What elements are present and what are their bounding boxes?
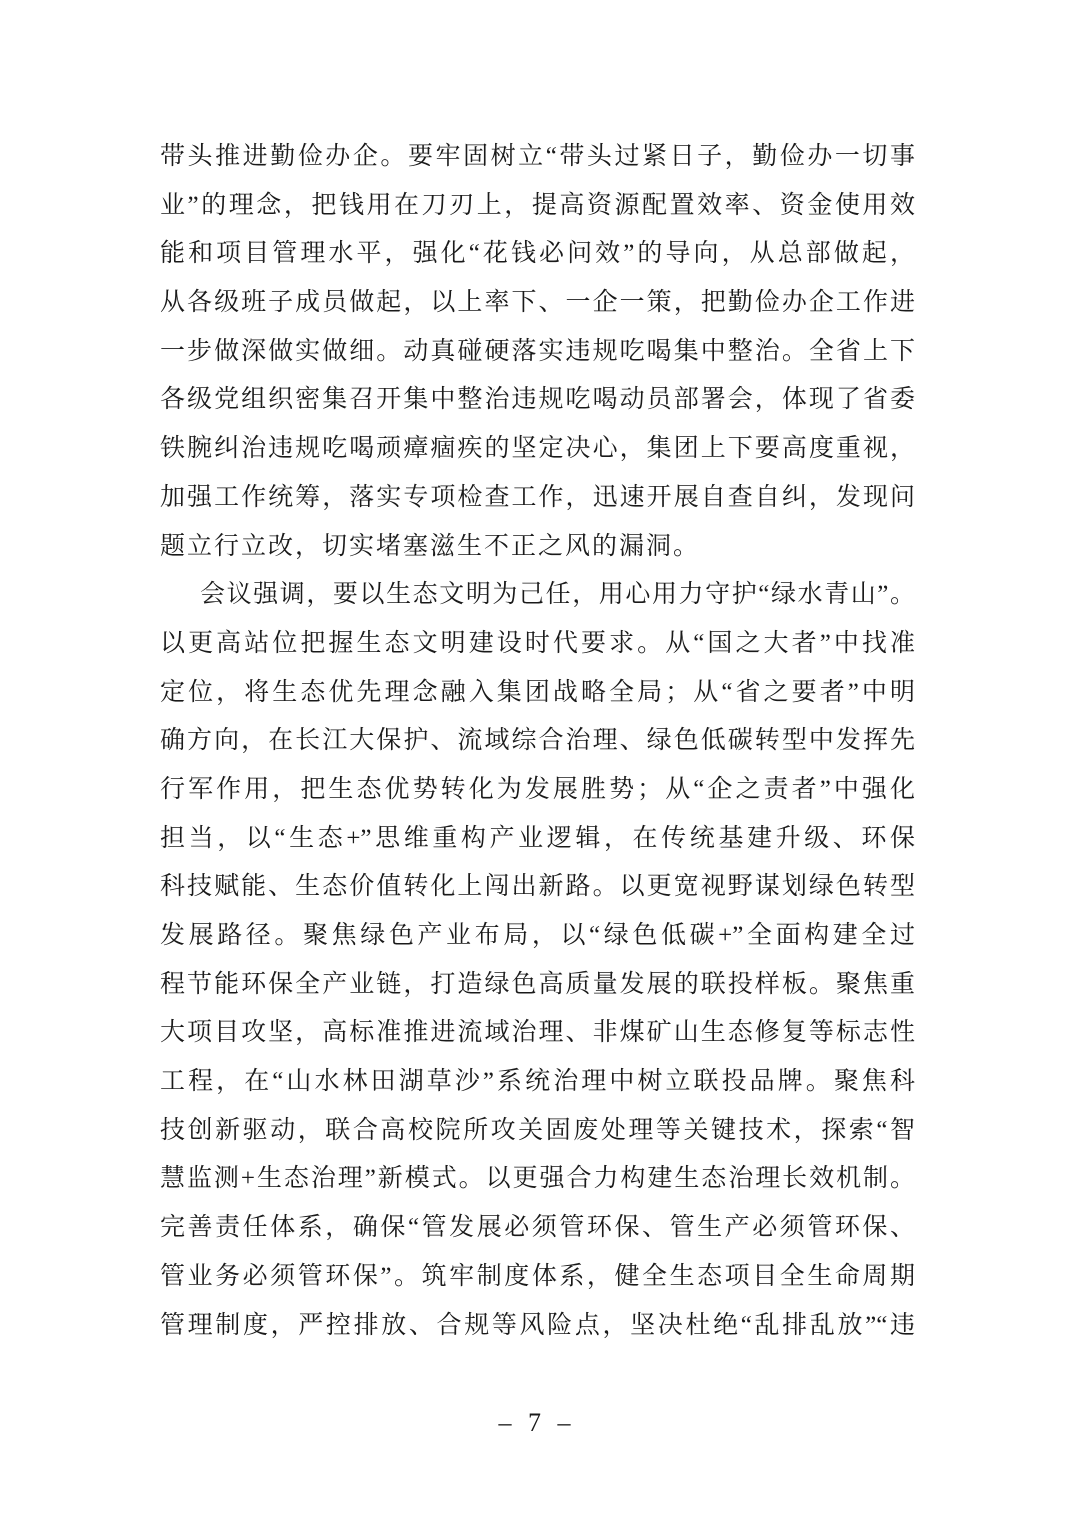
text-line: 慧监测+生态治理”新模式。以更强合力构建生态治理长效机制。 (160, 1165, 915, 1193)
text-line: 行军作用，把生态优势转化为发展胜势；从“企之责者”中强化 (160, 775, 915, 803)
text-line: 加强工作统筹，落实专项检查工作，迅速开展自查自纠，发现问 (160, 483, 915, 511)
text-line: 管理制度，严控排放、合规等风险点，坚决杜绝“乱排乱放”“违 (160, 1311, 915, 1339)
text-line: 铁腕纠治违规吃喝顽瘴痼疾的坚定决心，集团上下要高度重视， (160, 435, 915, 463)
text-line: 担当，以“生态+”思维重构产业逻辑，在传统基建升级、环保 (160, 824, 915, 852)
text-line: 工程，在“山水林田湖草沙”系统治理中树立联投品牌。聚焦科 (160, 1068, 915, 1096)
text-line: 大项目攻坚，高标准推进流域治理、非煤矿山生态修复等标志性 (160, 1019, 915, 1047)
text-line: 能和项目管理水平，强化“花钱必问效”的导向，从总部做起， (160, 240, 915, 268)
paragraph (160, 133, 915, 571)
text-line: 会议强调，要以生态文明为己任，用心用力守护“绿水青山”。 (200, 581, 915, 609)
text-line: 科技赋能、生态价值转化上闯出新路。以更宽视野谋划绿色转型 (160, 873, 915, 901)
paragraph (160, 571, 915, 1350)
page-number: – 7 – (498, 1408, 576, 1437)
text-line: 各级党组织密集召开集中整治违规吃喝动员部署会，体现了省委 (160, 386, 915, 414)
text-line: 题立行立改，切实堵塞滋生不正之风的漏洞。 (160, 532, 701, 560)
text-line: 管业务必须管环保”。筑牢制度体系，健全生态项目全生命周期 (160, 1262, 915, 1290)
text-line: 一步做深做实做细。动真碰硬落实违规吃喝集中整治。全省上下 (160, 337, 915, 365)
text-line: 发展路径。聚焦绿色产业布局，以“绿色低碳+”全面构建全过 (160, 922, 915, 949)
text-line: 确方向，在长江大保护、流域综合治理、绿色低碳转型中发挥先 (160, 727, 915, 755)
text-line: 以更高站位把握生态文明建设时代要求。从“国之大者”中找准 (160, 629, 915, 657)
text-line: 业”的理念，把钱用在刀刃上，提高资源配置效率、资金使用效 (160, 191, 915, 219)
text-line: 技创新驱动，联合高校院所攻关固废处理等关键技术，探索“智 (160, 1116, 915, 1144)
text-line: 定位，将生态优先理念融入集团战略全局；从“省之要者”中明 (160, 678, 915, 706)
text-line: 完善责任体系，确保“管发展必须管环保、管生产必须管环保、 (160, 1214, 915, 1242)
text-line: 带头推进勤俭办企。要牢固树立“带头过紧日子，勤俭办一切事 (160, 143, 915, 170)
document-body (160, 133, 915, 1350)
text-line: 从各级班子成员做起，以上率下、一企一策，把勤俭办企工作进 (160, 289, 915, 317)
text-line: 程节能环保全产业链，打造绿色高质量发展的联投样板。聚焦重 (160, 970, 915, 998)
